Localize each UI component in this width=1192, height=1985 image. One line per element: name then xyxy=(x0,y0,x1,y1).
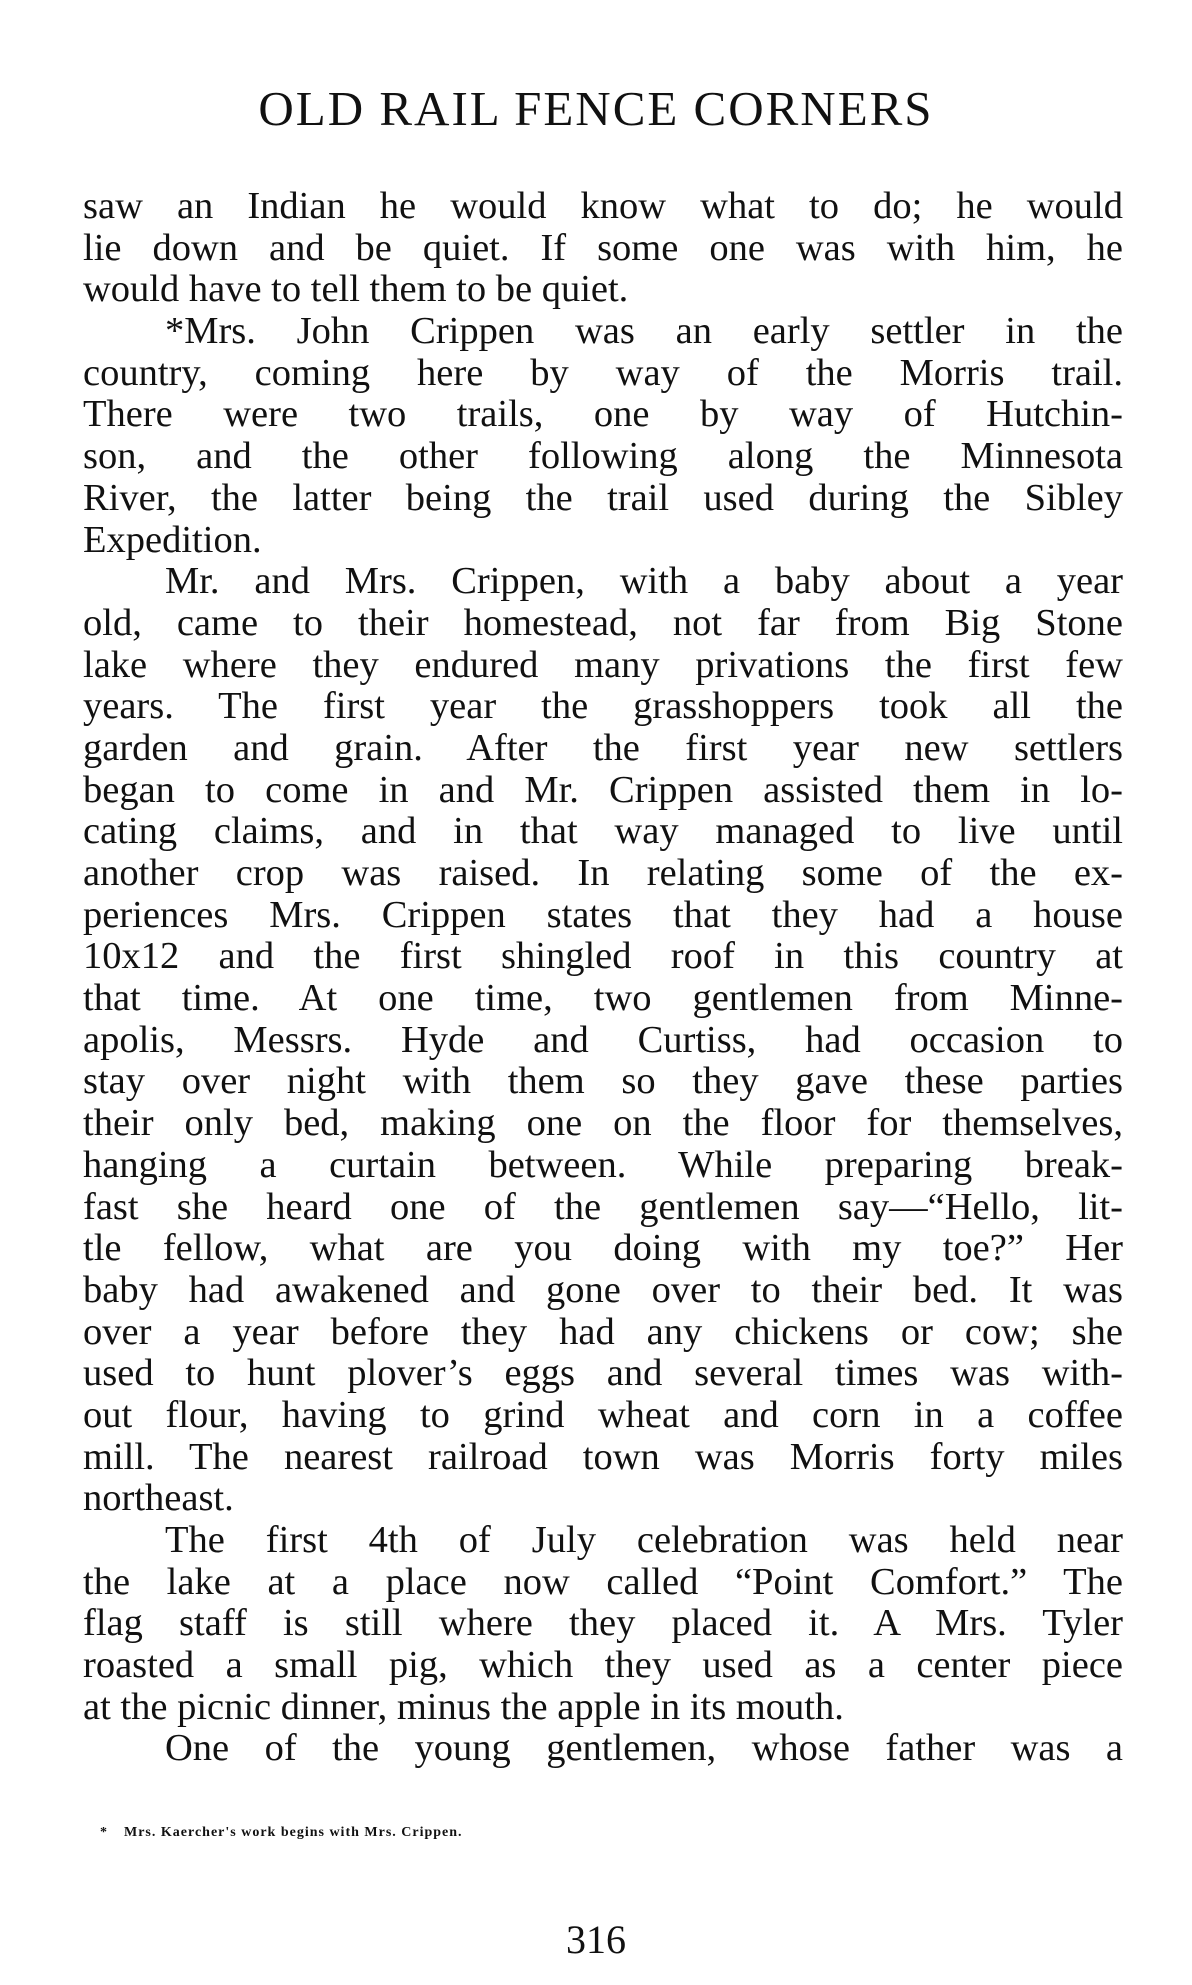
text-line: tle fellow, what are you doing with my toe?” Her xyxy=(83,1227,1123,1270)
text-line: cating claims, and in that way managed to live until xyxy=(83,810,1123,853)
text-line: One of the young gentlemen, whose father was a xyxy=(165,1727,1123,1770)
text-line: saw an Indian he would know what to do; he would xyxy=(83,185,1123,227)
text-line: *Mrs. John Crippen was an early settler in the xyxy=(165,310,1123,353)
text-line: 10x12 and the first shingled roof in this country at xyxy=(83,935,1123,978)
text-line: River, the latter being the trail used during the Sibley xyxy=(83,476,1123,519)
text-line: hanging a curtain between. While preparing break- xyxy=(83,1143,1123,1186)
text-line: lake where they endured many privations the first few xyxy=(83,643,1123,686)
text-line: stay over night with them so they gave these parties xyxy=(83,1060,1123,1103)
text-line: Mr. and Mrs. Crippen, with a baby about a year xyxy=(165,560,1123,603)
footnote-marker: * xyxy=(100,1825,108,1840)
text-line: out flour, having to grind wheat and corn in a coffee xyxy=(83,1393,1123,1436)
text-line: The first 4th of July celebration was held near xyxy=(165,1519,1123,1561)
text-line: another crop was raised. In relating some of the ex- xyxy=(83,852,1123,894)
text-line: the lake at a place now called “Point Comfort.” The xyxy=(83,1560,1123,1603)
footnote xyxy=(100,1825,463,1841)
text-line: used to hunt plover’s eggs and several times was with- xyxy=(83,1352,1123,1395)
text-line: lie down and be quiet. If some one was with him, he xyxy=(83,226,1123,269)
text-line: northeast. xyxy=(83,1477,234,1520)
text-line: country, coming here by way of the Morris trail. xyxy=(83,351,1123,394)
text-line: roasted a small pig, which they used as a center piece xyxy=(83,1644,1123,1687)
footnote-text: Mrs. Kaercher's work begins with Mrs. Crippen. xyxy=(124,1825,463,1840)
text-line: Expedition. xyxy=(83,518,262,561)
text-line: at the picnic dinner, minus the apple in its mouth. xyxy=(83,1685,844,1728)
text-line: began to come in and Mr. Crippen assisted them in lo- xyxy=(83,768,1123,811)
text-line: their only bed, making one on the floor for themselves, xyxy=(83,1102,1123,1145)
text-line: flag staff is still where they placed it. A Mrs. Tyler xyxy=(83,1602,1123,1645)
text-line: son, and the other following along the Minnesota xyxy=(83,435,1123,478)
text-line: garden and grain. After the first year new settlers xyxy=(83,726,1123,769)
running-head: OLD RAIL FENCE CORNERS xyxy=(258,81,934,136)
text-line: years. The first year the grasshoppers took all the xyxy=(83,685,1123,728)
text-line: old, came to their homestead, not far from Big Stone xyxy=(83,601,1123,644)
text-line: over a year before they had any chickens or cow; she xyxy=(83,1310,1123,1353)
page-number: 316 xyxy=(566,1917,626,1962)
text-line: baby had awakened and gone over to their bed. It was xyxy=(83,1268,1123,1311)
text-line: fast she heard one of the gentlemen say—“Hello, lit- xyxy=(83,1185,1123,1228)
text-line: apolis, Messrs. Hyde and Curtiss, had occasion to xyxy=(83,1018,1123,1061)
body-text xyxy=(83,186,1123,1770)
text-line: would have to tell them to be quiet. xyxy=(83,268,629,311)
text-line: There were two trails, one by way of Hutchin- xyxy=(83,393,1123,436)
text-line: that time. At one time, two gentlemen from Minne- xyxy=(83,977,1123,1020)
text-line: periences Mrs. Crippen states that they had a house xyxy=(83,893,1123,936)
text-line: mill. The nearest railroad town was Morris forty miles xyxy=(83,1435,1123,1478)
